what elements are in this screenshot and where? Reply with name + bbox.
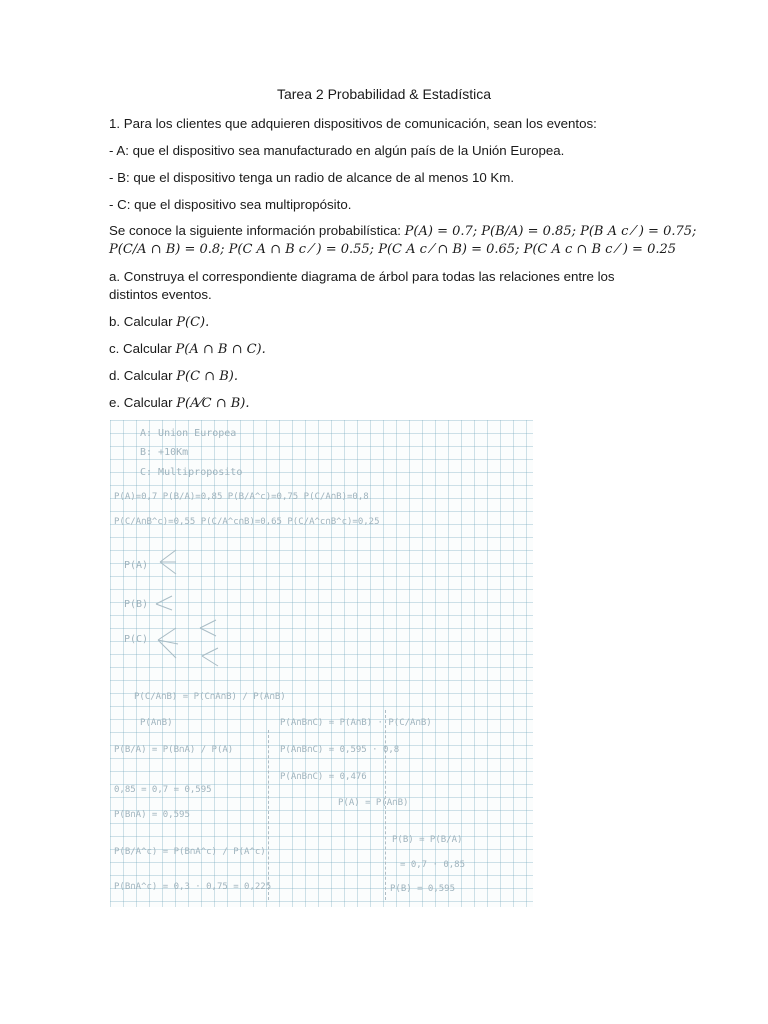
info-probabilities-1: P(A) = 0.7; P(B/A) = 0.85; P(B A c ⁄ ) = 0.75; <box>404 224 697 239</box>
event-c: - C: que el dispositivo sea multipropósito. <box>109 197 352 212</box>
hw-line-c: C: Multiproposito <box>140 467 243 478</box>
question-a: a. Construya el correspondiente diagrama de árbol para todas las relaciones entre los distintos eventos. <box>109 269 615 302</box>
hw-tree-b: P(B) <box>124 599 149 610</box>
question-e-expr: P(A⁄C ∩ B). <box>176 396 250 411</box>
hw-result-2: P(A∩B∩C) = 0,595 · 0,8 <box>280 745 400 755</box>
hw-tree-a: P(A) <box>124 560 149 571</box>
probability-info <box>109 223 696 239</box>
handwritten-solution-image <box>110 420 533 907</box>
question-1: 1. Para los clientes que adquieren dispositivos de comunicación, sean los eventos: <box>109 116 597 131</box>
hw-eq-5: P(B∩A) = 0,595 <box>114 810 190 820</box>
question-d-label: d. Calcular <box>109 368 177 383</box>
hw-result-4: P(A) = P(A∩B) <box>338 798 409 808</box>
hw-eq-3: P(B/A) = P(B∩A) / P(A) <box>114 745 234 755</box>
question-d-expr: P(C ∩ B). <box>176 369 238 384</box>
question-c-label: c. Calcular <box>109 341 176 356</box>
hw-result-1: P(A∩B∩C) = P(A∩B) · P(C/A∩B) <box>280 718 432 728</box>
hw-eq-2: P(A∩B) <box>140 718 173 728</box>
hw-eq-6: P(B/A^c) = P(B∩A^c) / P(A^c) <box>114 847 266 857</box>
hw-eq-4: 0,85 = 0,7 = 0,595 <box>114 785 212 795</box>
info-probabilities-2: P(C/A ∩ B) = 0.8; P(C A ∩ B c ⁄ ) = 0.55; P(C A c ⁄ ∩ B) = 0.65; P(C A c ∩ B c ⁄ ) = 0.25 <box>109 242 677 257</box>
question-c <box>109 341 266 357</box>
document-title: Tarea 2 Probabilidad & Estadística <box>276 86 491 102</box>
hw-result-5: P(B) = P(B/A) <box>392 835 463 845</box>
question-e-label: e. Calcular <box>109 395 177 410</box>
hw-given-1: P(A)=0,7 P(B/A)=0,85 P(B/A^c)=0,75 P(C/A∩B)=0,8 <box>114 492 369 502</box>
hw-divider-1 <box>268 730 269 900</box>
question-b <box>109 314 209 330</box>
hw-line-b: B: +10Km <box>140 447 189 458</box>
question-c-expr: P(A ∩ B ∩ C). <box>175 342 266 357</box>
hw-eq-7: P(B∩A^c) = 0,3 · 0,75 = 0,225 <box>114 882 272 892</box>
question-e <box>109 395 250 411</box>
hw-line-a: A: Union Europea <box>140 428 237 439</box>
question-b-expr: P(C). <box>176 315 210 330</box>
hw-result-7: P(B) = 0,595 <box>390 884 456 894</box>
probability-info-line-2 <box>109 241 676 257</box>
hw-tree-c: P(C) <box>124 634 149 645</box>
event-a: - A: que el dispositivo sea manufacturado en algún país de la Unión Europea. <box>109 143 565 158</box>
question-d <box>109 368 238 384</box>
info-intro: Se conoce la siguiente información probabilística: <box>109 223 405 238</box>
hw-eq-1: P(C/A∩B) = P(C∩A∩B) / P(A∩B) <box>134 692 286 702</box>
hw-result-3: P(A∩B∩C) = 0,476 <box>280 772 367 782</box>
hw-given-2: P(C/A∩B^c)=0,55 P(C/A^c∩B)=0,65 P(C/A^c∩B^c)=0,25 <box>114 517 380 527</box>
event-b: - B: que el dispositivo tenga un radio de alcance de al menos 10 Km. <box>109 170 515 185</box>
question-b-label: b. Calcular <box>109 314 177 329</box>
hw-result-6: = 0,7 · 0,85 <box>400 860 466 870</box>
